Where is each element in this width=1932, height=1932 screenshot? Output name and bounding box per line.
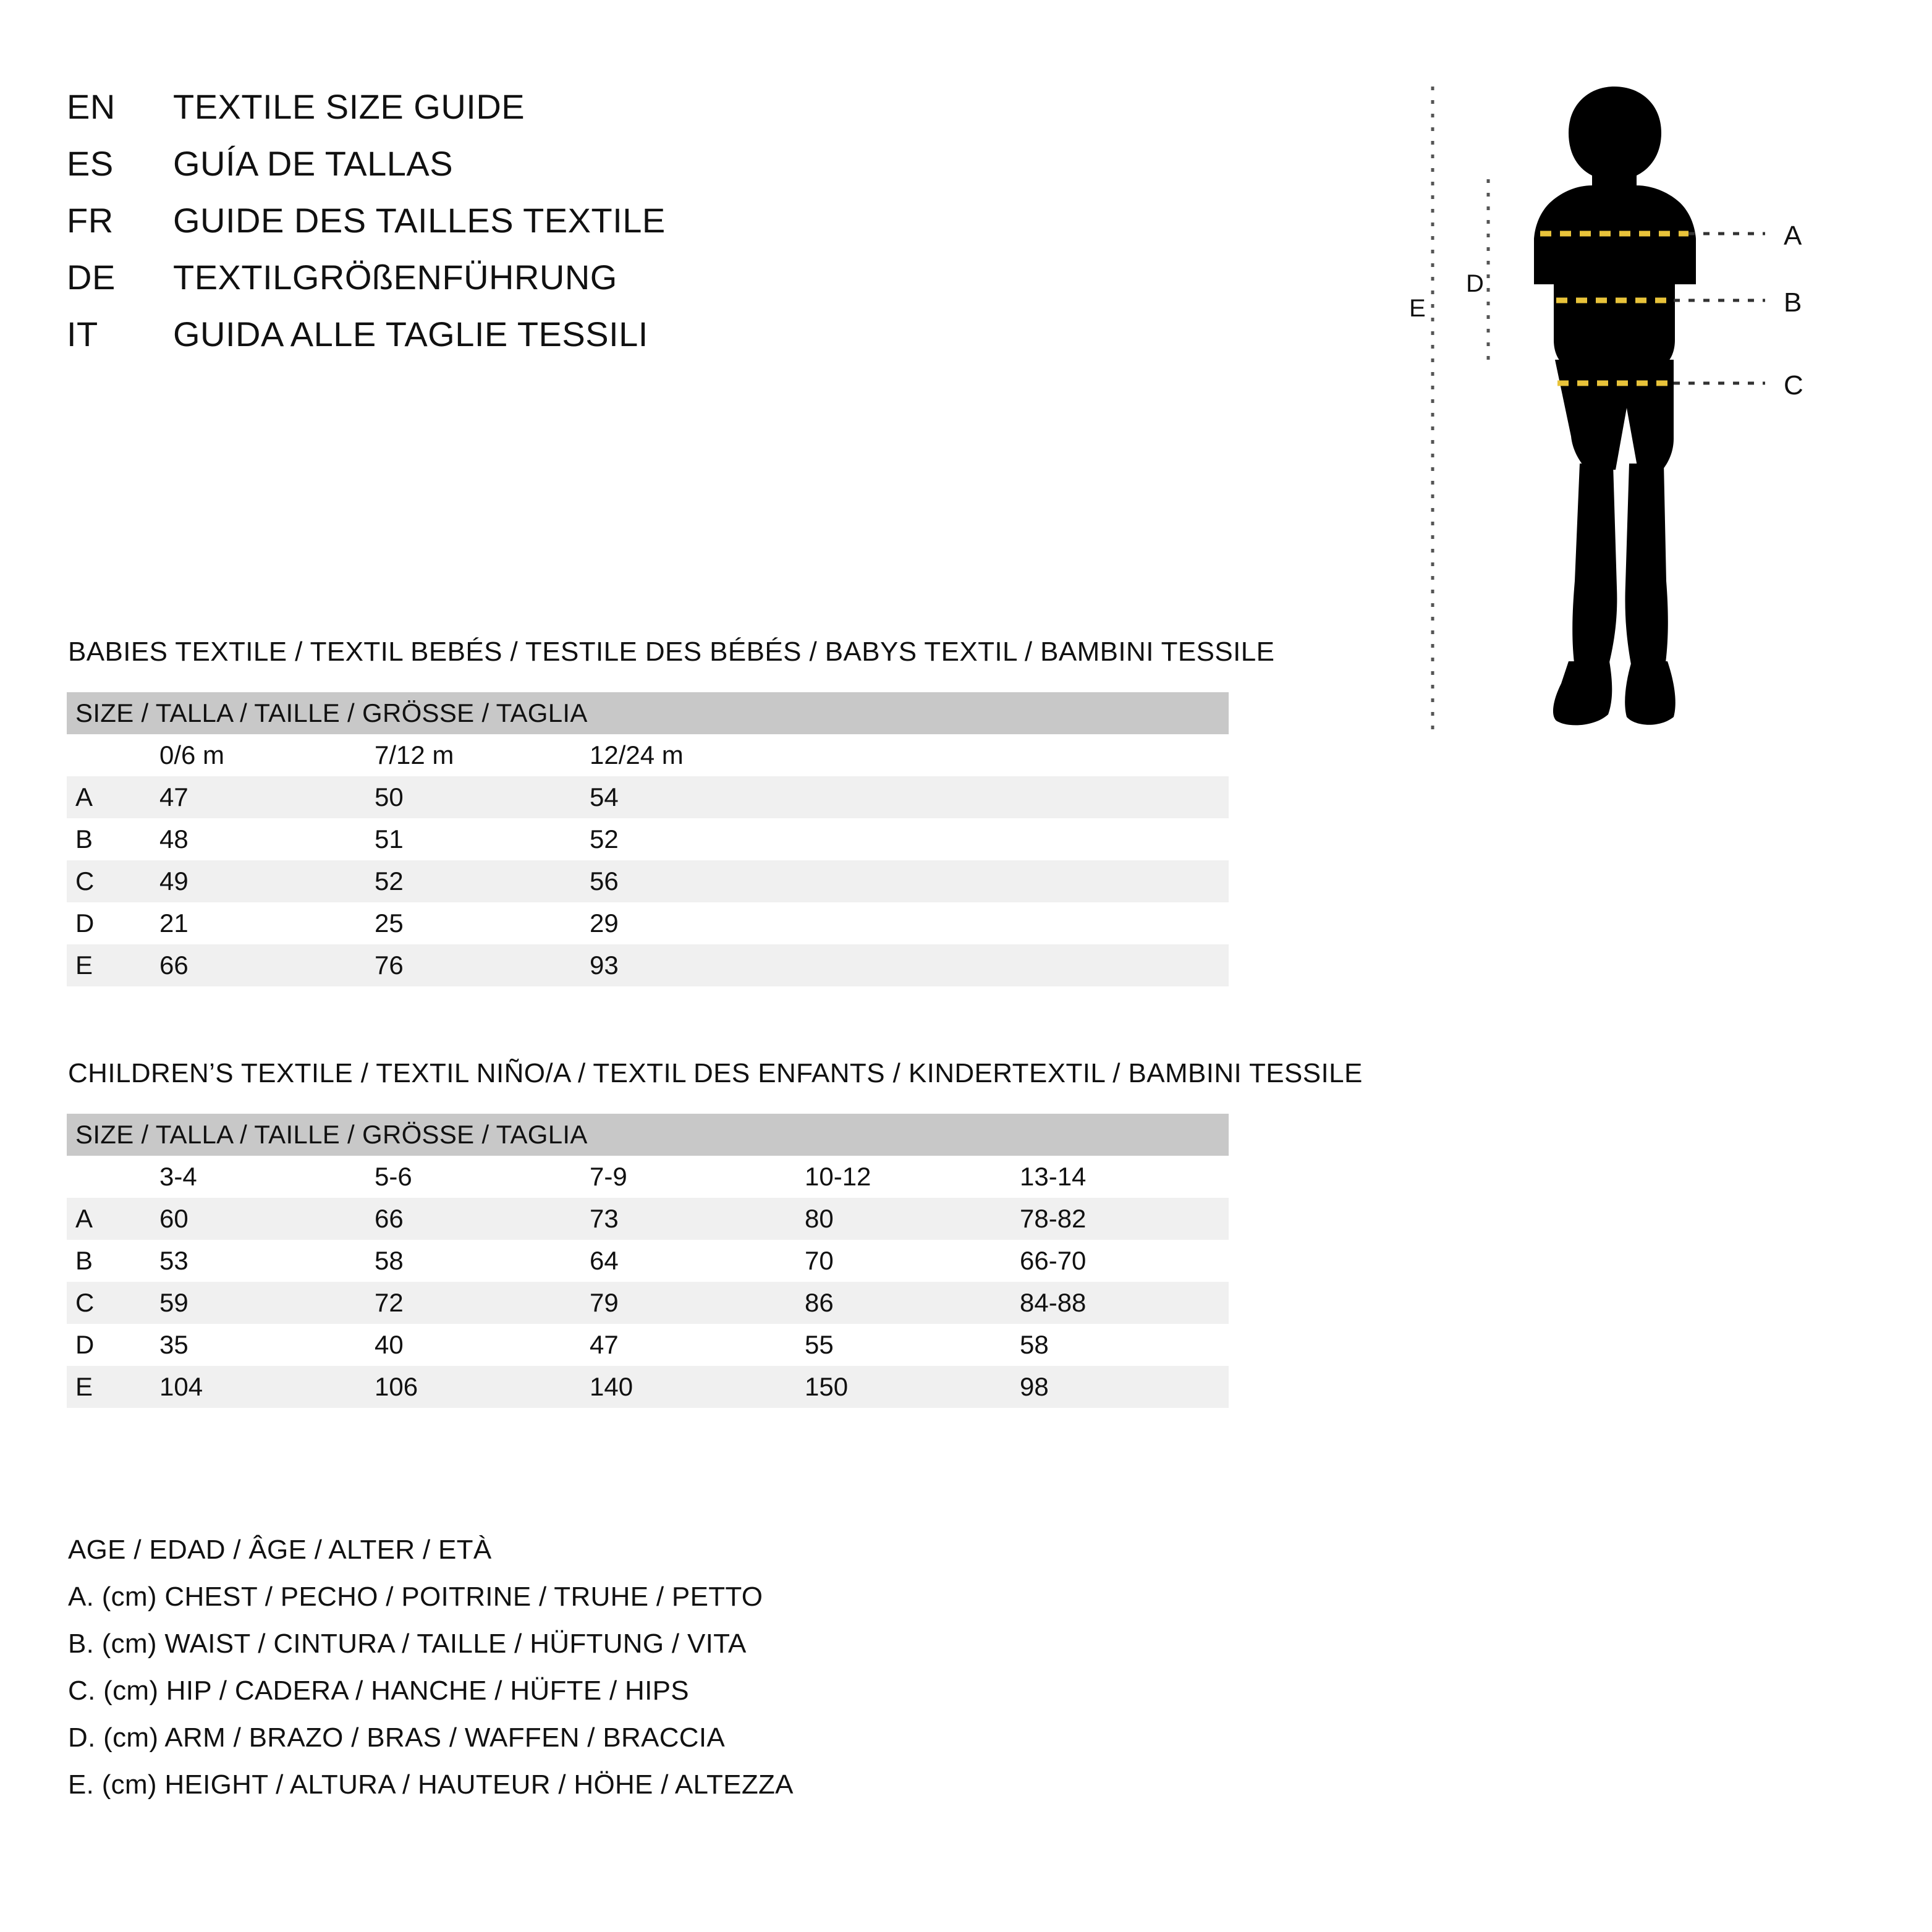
children-section-title: CHILDREN’S TEXTILE / TEXTIL NIÑO/A / TEXTIL DES ENFANTS / KINDERTEXTIL / BAMBINI TESSILE [68, 1058, 1363, 1088]
language-row-en [67, 87, 870, 143]
children-e-2: 140 [590, 1372, 633, 1401]
babies-section-title: BABIES TEXTILE / TEXTIL BEBÉS / TESTILE DES BÉBÉS / BABYS TEXTIL / BAMBINI TESSILE [68, 637, 1275, 667]
children-c-1: 72 [375, 1288, 404, 1317]
language-label-de: TEXTILGRÖßENFÜHRUNG [173, 258, 617, 297]
child-silhouette [1534, 87, 1696, 725]
children-a-0: 60 [159, 1204, 189, 1233]
children-col-2: 7-9 [590, 1162, 627, 1191]
children-col-1: 5-6 [375, 1162, 412, 1191]
babies-size-table [67, 692, 1229, 986]
babies-e-0: 66 [159, 951, 189, 980]
measurement-figure [1409, 74, 1904, 766]
children-e-3: 150 [805, 1372, 849, 1401]
language-code-it: IT [67, 315, 98, 354]
children-b-2: 64 [590, 1246, 619, 1275]
language-row-fr [67, 200, 870, 257]
language-label-es: GUÍA DE TALLAS [173, 144, 454, 183]
children-size-table [67, 1114, 1229, 1408]
babies-a-1: 50 [375, 782, 404, 811]
children-b-1: 58 [375, 1246, 404, 1275]
children-row-label-e: E [75, 1372, 93, 1401]
babies-col-2: 12/24 m [590, 740, 684, 769]
language-label-fr: GUIDE DES TAILLES TEXTILE [173, 201, 666, 240]
table-row [67, 944, 1229, 986]
table-row [67, 818, 1229, 860]
children-c-0: 59 [159, 1288, 189, 1317]
babies-row-label-b: B [75, 824, 93, 854]
children-d-3: 55 [805, 1330, 834, 1359]
children-table-header: SIZE / TALLA / TAILLE / GRÖSSE / TAGLIA [67, 1114, 1229, 1156]
children-a-3: 80 [805, 1204, 834, 1233]
children-a-4: 78-82 [1020, 1204, 1087, 1233]
table-row [67, 860, 1229, 902]
table-row [67, 1198, 1229, 1240]
babies-column-header-row [67, 734, 1229, 776]
children-row-label-d: D [75, 1330, 95, 1359]
language-list [67, 87, 870, 371]
legend-heading: AGE / EDAD / ÂGE / ALTER / ETÀ [68, 1535, 492, 1565]
babies-b-1: 51 [375, 824, 404, 854]
legend-item-d: D. (cm) ARM / BRAZO / BRAS / WAFFEN / BRACCIA [68, 1722, 726, 1753]
babies-row-label-a: A [75, 782, 93, 811]
children-b-0: 53 [159, 1246, 189, 1275]
children-row-label-b: B [75, 1246, 93, 1275]
babies-c-1: 52 [375, 866, 404, 896]
babies-e-1: 76 [375, 951, 404, 980]
marker-label-e: E [1409, 295, 1426, 322]
children-e-0: 104 [159, 1372, 203, 1401]
children-row-label-a: A [75, 1204, 93, 1233]
language-code-de: DE [67, 258, 116, 297]
children-b-3: 70 [805, 1246, 834, 1275]
children-a-2: 73 [590, 1204, 619, 1233]
legend-item-e: E. (cm) HEIGHT / ALTURA / HAUTEUR / HÖHE / ALTEZZA [68, 1769, 794, 1800]
babies-row-label-e: E [75, 951, 93, 980]
babies-d-1: 25 [375, 909, 404, 938]
table-row [67, 1240, 1229, 1282]
language-label-it: GUIDA ALLE TAGLIE TESSILI [173, 315, 648, 354]
babies-col-1: 7/12 m [375, 740, 454, 769]
babies-b-2: 52 [590, 824, 619, 854]
children-d-0: 35 [159, 1330, 189, 1359]
table-row [67, 776, 1229, 818]
children-c-4: 84-88 [1020, 1288, 1087, 1317]
marker-label-a: A [1784, 221, 1802, 251]
babies-d-0: 21 [159, 909, 189, 938]
babies-row-label-c: C [75, 866, 95, 896]
children-a-1: 66 [375, 1204, 404, 1233]
language-code-es: ES [67, 144, 114, 183]
babies-e-2: 93 [590, 951, 619, 980]
children-e-4: 98 [1020, 1372, 1049, 1401]
children-column-header-row [67, 1156, 1229, 1198]
babies-table-header: SIZE / TALLA / TAILLE / GRÖSSE / TAGLIA [67, 692, 1229, 734]
language-row-de [67, 257, 870, 314]
children-d-2: 47 [590, 1330, 619, 1359]
children-e-1: 106 [375, 1372, 418, 1401]
table-row [67, 1282, 1229, 1324]
children-col-0: 3-4 [159, 1162, 197, 1191]
children-c-2: 79 [590, 1288, 619, 1317]
children-c-3: 86 [805, 1288, 834, 1317]
table-row [67, 902, 1229, 944]
babies-row-label-d: D [75, 909, 95, 938]
marker-label-c: C [1784, 370, 1803, 400]
children-d-1: 40 [375, 1330, 404, 1359]
babies-col-0: 0/6 m [159, 740, 225, 769]
marker-label-d: D [1466, 270, 1484, 297]
legend-item-a: A. (cm) CHEST / PECHO / POITRINE / TRUHE / PETTO [68, 1582, 763, 1612]
children-b-4: 66-70 [1020, 1246, 1087, 1275]
babies-a-2: 54 [590, 782, 619, 811]
table-row [67, 1366, 1229, 1408]
table-row [67, 1324, 1229, 1366]
children-d-4: 58 [1020, 1330, 1049, 1359]
silhouette-diagram [1409, 74, 1904, 766]
language-label-en: TEXTILE SIZE GUIDE [173, 87, 525, 126]
children-row-label-c: C [75, 1288, 95, 1317]
babies-b-0: 48 [159, 824, 189, 854]
babies-a-0: 47 [159, 782, 189, 811]
babies-c-2: 56 [590, 866, 619, 896]
language-code-fr: FR [67, 201, 114, 240]
measurement-legend [68, 1527, 1242, 1808]
language-code-en: EN [67, 87, 116, 126]
marker-label-b: B [1784, 287, 1802, 318]
legend-item-b: B. (cm) WAIST / CINTURA / TAILLE / HÜFTUNG / VITA [68, 1629, 747, 1659]
language-row-es [67, 143, 870, 200]
children-col-4: 13-14 [1020, 1162, 1087, 1191]
language-row-it [67, 314, 870, 371]
babies-c-0: 49 [159, 866, 189, 896]
babies-d-2: 29 [590, 909, 619, 938]
legend-item-c: C. (cm) HIP / CADERA / HANCHE / HÜFTE / HIPS [68, 1676, 689, 1706]
children-col-3: 10-12 [805, 1162, 871, 1191]
